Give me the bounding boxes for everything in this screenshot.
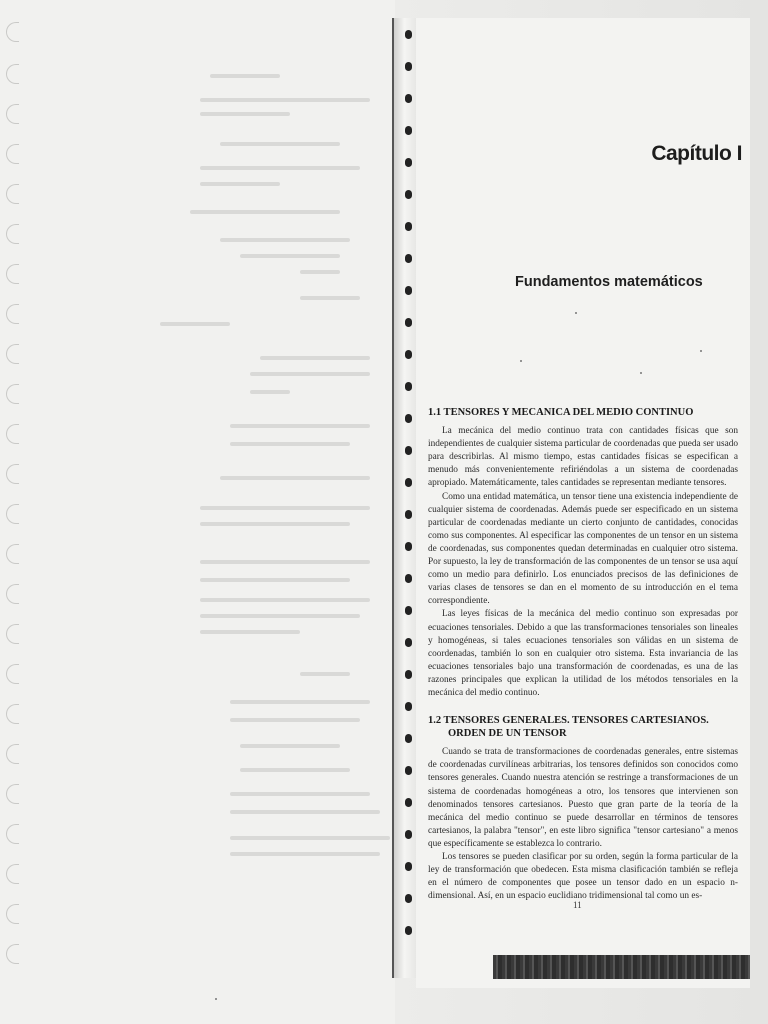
spiral-coil bbox=[405, 286, 412, 295]
spiral-coil bbox=[405, 318, 412, 327]
binder-hole bbox=[6, 784, 19, 804]
spiral-coil bbox=[405, 574, 412, 583]
spiral-coil bbox=[405, 894, 412, 903]
bleed-through-line bbox=[230, 442, 350, 446]
spiral-coil bbox=[405, 254, 412, 263]
bleed-through-line bbox=[240, 744, 340, 748]
binder-hole bbox=[6, 824, 19, 844]
part-title: Fundamentos matemáticos bbox=[515, 274, 703, 290]
spiral-coil bbox=[405, 670, 412, 679]
bleed-through-line bbox=[200, 112, 290, 116]
scan-speck bbox=[700, 350, 702, 352]
spiral-coil bbox=[405, 702, 412, 711]
bleed-through-line bbox=[300, 296, 360, 300]
bleed-through-line bbox=[200, 522, 350, 526]
binder-hole bbox=[6, 464, 19, 484]
binder-hole bbox=[6, 544, 19, 564]
spiral-coil bbox=[405, 830, 412, 839]
binder-hole bbox=[6, 504, 19, 524]
binder-hole bbox=[6, 384, 19, 404]
bleed-through-line bbox=[240, 768, 350, 772]
bleed-through-line bbox=[210, 74, 280, 78]
binder-hole bbox=[6, 264, 19, 284]
binder-hole bbox=[6, 704, 19, 724]
binder-hole bbox=[6, 904, 19, 924]
spiral-coil bbox=[405, 542, 412, 551]
spiral-coil bbox=[405, 734, 412, 743]
chapter-heading: Capítulo I bbox=[651, 142, 742, 165]
bleed-through-line bbox=[200, 630, 300, 634]
spiral-coil bbox=[405, 62, 412, 71]
scan-speck bbox=[215, 998, 217, 1000]
bleed-through-line bbox=[300, 270, 340, 274]
binder-hole bbox=[6, 144, 19, 164]
spiral-coil bbox=[405, 94, 412, 103]
spiral-coil bbox=[405, 766, 412, 775]
scan-speck bbox=[575, 312, 577, 314]
binder-hole bbox=[6, 944, 19, 964]
bleed-through-line bbox=[230, 792, 370, 796]
scan-footer-band bbox=[493, 955, 750, 979]
binder-hole bbox=[6, 664, 19, 684]
bleed-through-line bbox=[260, 356, 370, 360]
bleed-through-line bbox=[230, 424, 370, 428]
spiral-coil bbox=[405, 126, 412, 135]
spiral-coil bbox=[405, 222, 412, 231]
paragraph: Cuando se trata de transformaciones de coordenadas generales, entre sistemas de coordenadas curvilíneas arbitrarias, los tensores definidos son conocidos como tensores generales. Cuando nuestra atención se restringe a transformaciones de un sistema de coordenadas homogéneas a otro, los tensores que intervienen son denominados tensores cartesianos. Puesto que gran parte de la teoría de la mecánica del medio continuo se puede desarrollar en términos de tensores cartesianos, la palabra "tensor", en este libro significa "tensor cartesiano" a menos que específicamente se establezca lo contrario. bbox=[428, 747, 738, 849]
bleed-through-line bbox=[250, 372, 370, 376]
paragraph: Los tensores se pueden clasificar por su orden, según la forma particular de la ley de transformación que obedecen. Esta misma clasificación también se refleja en el número de componentes que posee un tensor dado en un espacio n-dimensional. Así, en un espacio euclidiano tridimensional tal como un es- bbox=[428, 852, 738, 902]
spiral-coil bbox=[405, 862, 412, 871]
section-heading: 1.1 TENSORES Y MECANICA DEL MEDIO CONTINUO bbox=[428, 407, 694, 418]
page-number: 11 bbox=[573, 900, 582, 910]
spiral-coil bbox=[405, 382, 412, 391]
spiral-coil bbox=[405, 638, 412, 647]
binder-hole bbox=[6, 304, 19, 324]
spiral-coil bbox=[405, 926, 412, 935]
spiral-coil bbox=[405, 190, 412, 199]
binder-hole bbox=[6, 224, 19, 244]
paragraph: Como una entidad matemática, un tensor tiene una existencia independiente de cualquier sistema de coordenadas. Además puede ser especificado en un sistema particular de coordenadas mediante un cierto conjunto de cantidades, conocidas como sus componentes. Al especificar las componentes de un tensor en un sistema de coordenadas, sus componentes quedan determinadas en cualquier otro sistema. Por supuesto, la ley de transformación de las componentes de un tensor se usa aquí como un medio para definirlo. Los enunciados precisos de las definiciones de varias clases de tensores se dan en el momento de su introducción en el tema correspondiente. bbox=[428, 491, 738, 607]
bleed-through-line bbox=[230, 718, 360, 722]
spiral-coil bbox=[405, 414, 412, 423]
bleed-through-line bbox=[200, 598, 370, 602]
spiral-coil bbox=[405, 510, 412, 519]
section-1-1 bbox=[428, 406, 738, 700]
bleed-through-line bbox=[200, 98, 370, 102]
binder-hole bbox=[6, 864, 19, 884]
spiral-coil bbox=[405, 606, 412, 615]
bleed-through-line bbox=[300, 672, 350, 676]
bleed-through-line bbox=[200, 166, 360, 170]
section-subheading: ORDEN DE UN TENSOR bbox=[448, 728, 567, 740]
section-heading bbox=[428, 714, 738, 740]
bleed-through-line bbox=[250, 390, 290, 394]
binder-hole bbox=[6, 64, 19, 84]
bleed-through-line bbox=[220, 142, 340, 146]
spiral-coil bbox=[405, 30, 412, 39]
binder-hole bbox=[6, 624, 19, 644]
bleed-through-line bbox=[160, 322, 230, 326]
binder-hole bbox=[6, 104, 19, 124]
spiral-coil bbox=[405, 478, 412, 487]
bleed-through-line bbox=[200, 560, 370, 564]
page-body bbox=[428, 406, 738, 903]
binder-hole bbox=[6, 744, 19, 764]
section-heading-main: 1.2 TENSORES GENERALES. TENSORES CARTESIANOS. bbox=[428, 715, 709, 727]
paragraph: Las leyes físicas de la mecánica del medio continuo son expresadas por ecuaciones tensoriales. Debido a que las transformaciones tensoriales son lineales y homogéneas, si tales ecuaciones tensoriales son válidas en un sistema de coordenadas, también lo son en cualquier otro sistema. Esta invariancia de las ecuaciones tensoriales bajo una transformación de coordenadas, es una de las razones principales que explican la utilidad de los métodos tensoriales en la mecánica del medio continuo. bbox=[428, 609, 738, 698]
spiral-coil bbox=[405, 798, 412, 807]
binder-hole bbox=[6, 424, 19, 444]
section-1-2 bbox=[428, 714, 738, 903]
spiral-coil bbox=[405, 446, 412, 455]
binder-hole bbox=[6, 184, 19, 204]
bleed-through-line bbox=[190, 210, 340, 214]
bleed-through-line bbox=[200, 506, 370, 510]
paragraph: La mecánica del medio continuo trata con cantidades físicas que son independientes de cualquier sistema particular de coordenadas que pueda ser usado para describirlas. Al mismo tiempo, estas cantidades físicas se especifican a menudo más convenientemente refiriéndolas a un sistema de coordenadas apropiado. Matemáticamente, tales cantidades se representan mediante tensores. bbox=[428, 426, 738, 489]
binder-hole bbox=[6, 584, 19, 604]
bleed-through-line bbox=[200, 614, 360, 618]
binder-hole bbox=[6, 344, 19, 364]
bleed-through-line bbox=[230, 836, 390, 840]
bleed-through-line bbox=[230, 700, 370, 704]
bleed-through-line bbox=[220, 476, 370, 480]
bleed-through-line bbox=[220, 238, 350, 242]
bleed-through-line bbox=[230, 852, 380, 856]
scan-speck bbox=[520, 360, 522, 362]
bleed-through-line bbox=[240, 254, 340, 258]
spiral-coil bbox=[405, 350, 412, 359]
bleed-through-line bbox=[230, 810, 380, 814]
bleed-through-line bbox=[200, 182, 280, 186]
binder-hole bbox=[6, 22, 19, 42]
spiral-coil bbox=[405, 158, 412, 167]
bleed-through-line bbox=[200, 578, 350, 582]
scan-speck bbox=[640, 372, 642, 374]
